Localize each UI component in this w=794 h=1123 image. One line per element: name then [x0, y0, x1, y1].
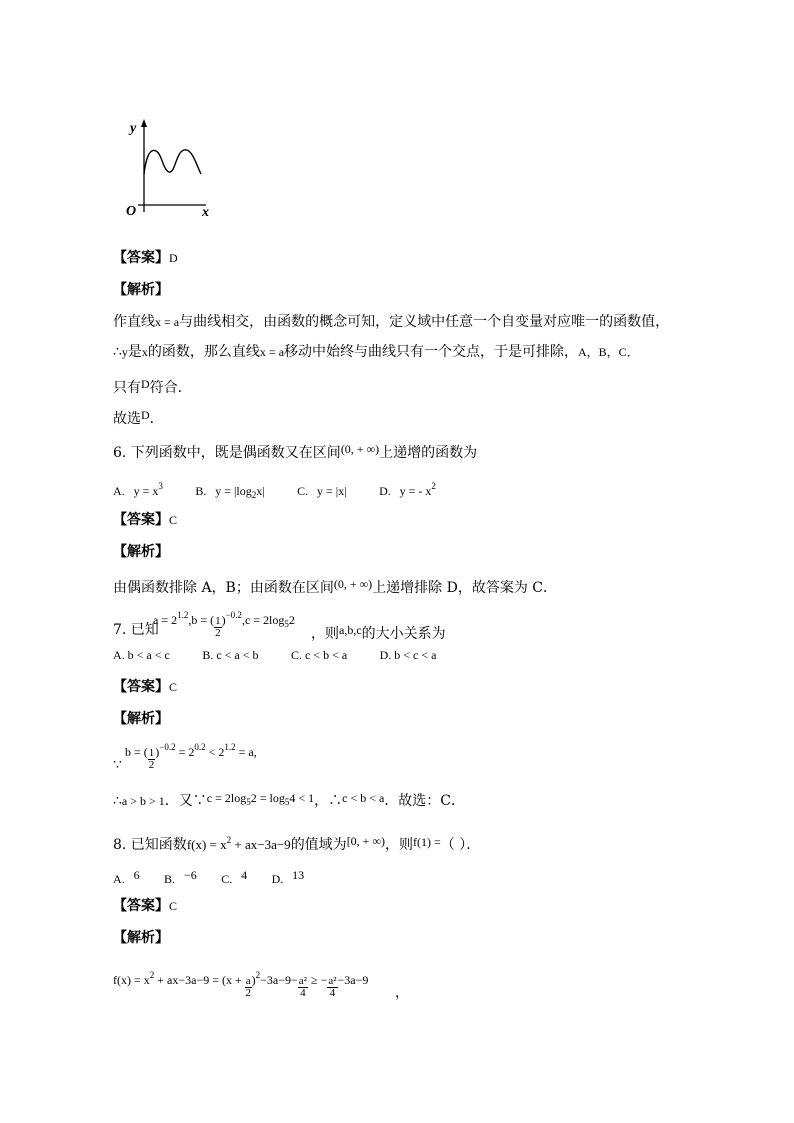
q8-stem [113, 831, 480, 854]
q7-analysis-label: 【解析】 [113, 711, 169, 727]
math: 1.2 [177, 610, 189, 620]
option-a [113, 866, 140, 888]
denominator: 2 [215, 627, 221, 639]
option-d [379, 477, 436, 500]
math: 4 < 1 [289, 791, 315, 805]
math: f(x) = x [113, 973, 150, 987]
math: 3 [158, 481, 163, 491]
text: ，∴ [314, 793, 343, 809]
math: −0.2 [159, 742, 176, 752]
option-b [164, 866, 197, 888]
math: 2 [226, 835, 232, 845]
text: 只有 [113, 380, 141, 396]
math: D [141, 377, 150, 391]
math: 1.2 [224, 742, 236, 752]
option-b [195, 482, 264, 504]
answer-label: 【答案】 [113, 250, 169, 266]
answer-value: D [169, 251, 178, 265]
math: A，B，C． [578, 345, 639, 359]
answer-label: 【答案】 [113, 898, 169, 914]
option-b: B. c < a < b [202, 648, 259, 662]
text: 的值域为 [290, 837, 347, 853]
math: 2 = log [250, 791, 285, 805]
denominator: 4 [329, 987, 336, 999]
q6-options [113, 477, 464, 504]
therefore-symbol: ∴ [113, 793, 122, 809]
math-expression [113, 966, 368, 999]
math: 0.2 [194, 742, 206, 752]
option-a [113, 477, 163, 500]
math: a,b,c [339, 623, 362, 637]
math: 2 [149, 970, 155, 980]
math: (0, + ∞) [340, 442, 380, 456]
text: 的大小关系为 [361, 626, 446, 642]
math: y = |log [215, 484, 252, 498]
math: x [141, 345, 148, 359]
math: y [121, 345, 128, 359]
math: x = a [259, 345, 285, 359]
text: 7. 已知 [113, 622, 159, 638]
denominator: 2 [148, 759, 155, 771]
math: b = ( [125, 745, 148, 759]
fraction [327, 976, 337, 999]
function-graph-figure [118, 112, 228, 224]
math: D [141, 408, 150, 422]
math: + ax−3a−9 [231, 837, 291, 852]
math: 2 [255, 970, 261, 980]
text: 由偶函数排除 A，B；由函数在区间 [113, 580, 334, 596]
q8-answer [113, 897, 177, 915]
math: 5 [284, 797, 290, 807]
option-a: A. b < a < c [113, 648, 170, 662]
x-axis-label: x [202, 205, 209, 220]
text: ． [149, 411, 164, 427]
math: [0, + ∞) [346, 834, 386, 848]
math: c < b < a [342, 791, 385, 805]
numerator: 1 [148, 747, 155, 759]
option-c [221, 866, 247, 888]
text: 8. 已知函数 [113, 837, 187, 853]
math: 2 [431, 481, 436, 491]
text: ．故选：C． [384, 793, 466, 809]
math: ) [251, 973, 256, 987]
text: 6. 下列函数中，既是偶函数又在区间 [113, 445, 341, 461]
answer-value: C [169, 513, 178, 527]
text: （ ）． [440, 837, 481, 853]
option-d [272, 866, 305, 888]
q7-answer [113, 678, 177, 696]
math: f(x) = x [186, 837, 227, 852]
text: 的函数，那么直线 [147, 344, 260, 360]
y-axis-arrow [141, 119, 147, 127]
numerator: 1 [215, 615, 221, 627]
option-label: D. [379, 484, 391, 498]
math [207, 791, 314, 805]
q6-analysis-label: 【解析】 [113, 544, 169, 560]
math: −3a−9 [337, 973, 369, 987]
q7-stem-tail [311, 621, 446, 643]
q5-analysis-line-1 [113, 313, 669, 331]
math-expression: b = ( $\frac{1}{2}$ )$^{-0.2} = 2^{0.2} < 2^{1.2} = a$, [125, 742, 257, 771]
text: 作直线 [113, 314, 155, 330]
option-d: D. b < c < a [379, 648, 437, 662]
option-label: B. [195, 484, 207, 498]
q6-analysis-line [113, 575, 557, 597]
text: 上递增排除 D，故答案为 C． [372, 580, 558, 596]
answer-label: 【答案】 [113, 512, 169, 528]
math: = a, [235, 745, 257, 759]
math: −3a−9− [260, 973, 298, 987]
numerator: a [245, 975, 251, 987]
text: 是 [127, 344, 142, 360]
text: 与曲线相交，由函数的概念可知，定义域中任意一个自变量对应唯一的函数值， [179, 314, 670, 330]
text: ，则 [385, 837, 414, 853]
math: = 2 [175, 745, 195, 759]
text: 移动中始终与曲线只有一个交点，于是可排除， [284, 344, 579, 360]
math: 6 [133, 868, 140, 882]
math: x = a [155, 315, 180, 329]
math: 13 [292, 868, 305, 882]
numerator: a² [298, 975, 307, 987]
answer-value: C [169, 899, 178, 913]
math: a = 2 [153, 613, 178, 627]
math: (0, + ∞) [333, 577, 373, 591]
option-c [297, 482, 347, 500]
y-axis-label: y [130, 121, 137, 136]
math: −0.2 [225, 610, 242, 620]
math: y = |x| [317, 484, 347, 498]
q5-analysis-line-2 [113, 343, 639, 361]
text: ，则 [311, 626, 339, 642]
wave-curve [144, 150, 201, 174]
q8-options [113, 866, 332, 888]
fraction [298, 976, 308, 999]
option-label: C. [297, 484, 309, 498]
math: a > b > 1 [121, 794, 165, 808]
option-label: C. [221, 872, 233, 886]
math: + ax−3a−9 = (x + [154, 973, 245, 987]
math: y = - x [399, 484, 432, 498]
q6-stem [113, 440, 477, 462]
math: 2 [251, 490, 257, 500]
math: f(1) = [413, 835, 441, 849]
option-label: A. [113, 872, 125, 886]
denominator: 4 [300, 987, 306, 999]
math: ,c = 2log [241, 613, 285, 627]
comma: ， [395, 985, 409, 1001]
therefore-symbol: ∴ [113, 344, 122, 360]
option-c: C. c < b < a [290, 648, 348, 662]
numerator: a² [328, 975, 337, 987]
q5-analysis-line-3 [113, 375, 192, 397]
math: y = x [133, 484, 159, 498]
q6-answer [113, 511, 177, 529]
q7-analysis-line-2 [113, 789, 465, 811]
q8-analysis-label: 【解析】 [113, 930, 169, 946]
math: x| [256, 484, 265, 498]
text: 故选 [113, 411, 141, 427]
q5-analysis-label: 【解析】 [113, 282, 169, 298]
math: 5 [246, 797, 251, 807]
answer-value: C [169, 680, 178, 694]
math: ,b = ( [188, 613, 215, 627]
fraction [214, 616, 222, 639]
q5-analysis-line-4 [113, 406, 164, 428]
math: 5 [284, 619, 289, 629]
q7-condition: $a = 2^{1.2},b$ = ( $\frac{1}{2}$ )$^{-0.2},c = 2\log_52$ [153, 610, 295, 639]
option-label: A. [113, 484, 125, 498]
denominator: 2 [245, 987, 251, 999]
math: c = 2log [206, 791, 247, 805]
text: 上递增的函数为 [379, 445, 478, 461]
math: < 2 [205, 745, 225, 759]
fraction [245, 976, 252, 999]
math: 4 [241, 868, 248, 882]
math: −6 [183, 868, 197, 882]
text: ．又∵ [164, 793, 207, 809]
origin-label: O [126, 204, 137, 219]
option-label: D. [271, 872, 284, 886]
option-label: B. [164, 872, 176, 886]
answer-label: 【答案】 [113, 679, 169, 695]
because-symbol: ∵ [113, 757, 122, 773]
text: 符合． [149, 380, 192, 396]
q5-answer [113, 249, 178, 267]
math: 2 [288, 613, 295, 627]
q7-options [113, 646, 464, 664]
math: ≥ − [307, 973, 328, 987]
